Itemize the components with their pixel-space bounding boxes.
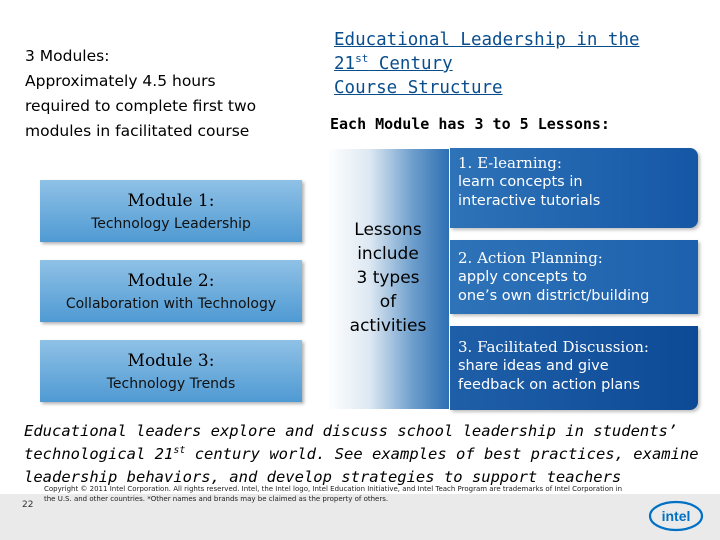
intel-logo-icon	[648, 498, 704, 534]
summary-pre: technological 21	[24, 445, 174, 463]
copyright-notice	[44, 484, 634, 504]
module-subtitle: Technology Trends	[106, 376, 236, 392]
activity-title: 3. Facilitated Discussion:	[458, 338, 649, 356]
summary-text	[24, 420, 704, 489]
module-title: Module 2:	[127, 271, 215, 291]
lessons-line: of	[379, 292, 397, 312]
activity-action-planning	[450, 240, 698, 314]
activity-line: share ideas and give	[458, 358, 609, 374]
lessons-line: 3 types	[356, 268, 420, 288]
activity-facilitated-discussion	[450, 326, 698, 410]
slide-title	[334, 28, 704, 100]
lessons-text	[332, 218, 444, 338]
logo-wordmark: intel	[661, 508, 691, 524]
lessons-line: Lessons	[354, 220, 422, 240]
intro-line: Approximately 4.5 hours	[25, 72, 216, 90]
title-century-number: 21	[334, 54, 356, 74]
summary-line	[24, 443, 704, 466]
intro-line: 3 Modules:	[25, 47, 110, 65]
title-line-1: Educational Leadership in the	[334, 30, 640, 50]
summary-superscript: st	[173, 444, 186, 456]
module-title: Module 3:	[127, 351, 215, 371]
summary-post: century world. See examples of best practices, examine	[185, 445, 699, 463]
page-number: 22	[22, 500, 34, 510]
activity-elearning	[450, 148, 698, 228]
title-superscript: st	[355, 52, 369, 66]
lessons-line: include	[357, 244, 419, 264]
lessons-heading: Each Module has 3 to 5 Lessons:	[330, 115, 610, 133]
intro-line: modules in facilitated course	[25, 122, 250, 140]
summary-line: Educational leaders explore and discuss school leadership in students’	[24, 422, 678, 440]
intro-text	[25, 44, 305, 144]
lessons-line: activities	[349, 316, 427, 336]
activity-line: one’s own district/building	[458, 288, 650, 304]
summary-line: leadership behaviors, and develop strategies to support teachers	[24, 468, 622, 486]
activity-title: 2. Action Planning:	[458, 249, 603, 267]
module-2-box	[40, 260, 302, 322]
activity-line: apply concepts to	[458, 269, 588, 285]
module-3-box	[40, 340, 302, 402]
activity-line: learn concepts in	[458, 174, 583, 190]
activity-line: interactive tutorials	[458, 193, 601, 209]
title-century-word: Century	[368, 54, 453, 74]
title-line-3: Course Structure	[334, 78, 503, 98]
copyright-line: the U.S. and other countries. *Other names and brands may be claimed as the property of others.	[44, 495, 389, 503]
intro-line: required to complete first two	[25, 97, 257, 115]
activity-title: 1. E-learning:	[458, 154, 562, 172]
activity-line: feedback on action plans	[458, 377, 640, 393]
title-line-2	[334, 52, 704, 76]
module-subtitle: Technology Leadership	[91, 216, 251, 232]
copyright-line: Copyright © 2011 Intel Corporation. All rights reserved. Intel, the Intel logo, Intel Education Initiative, and Intel Teach Program are trademarks of Intel Corporation in	[44, 485, 623, 493]
module-1-box	[40, 180, 302, 242]
module-title: Module 1:	[127, 191, 215, 211]
module-subtitle: Collaboration with Technology	[65, 296, 277, 312]
